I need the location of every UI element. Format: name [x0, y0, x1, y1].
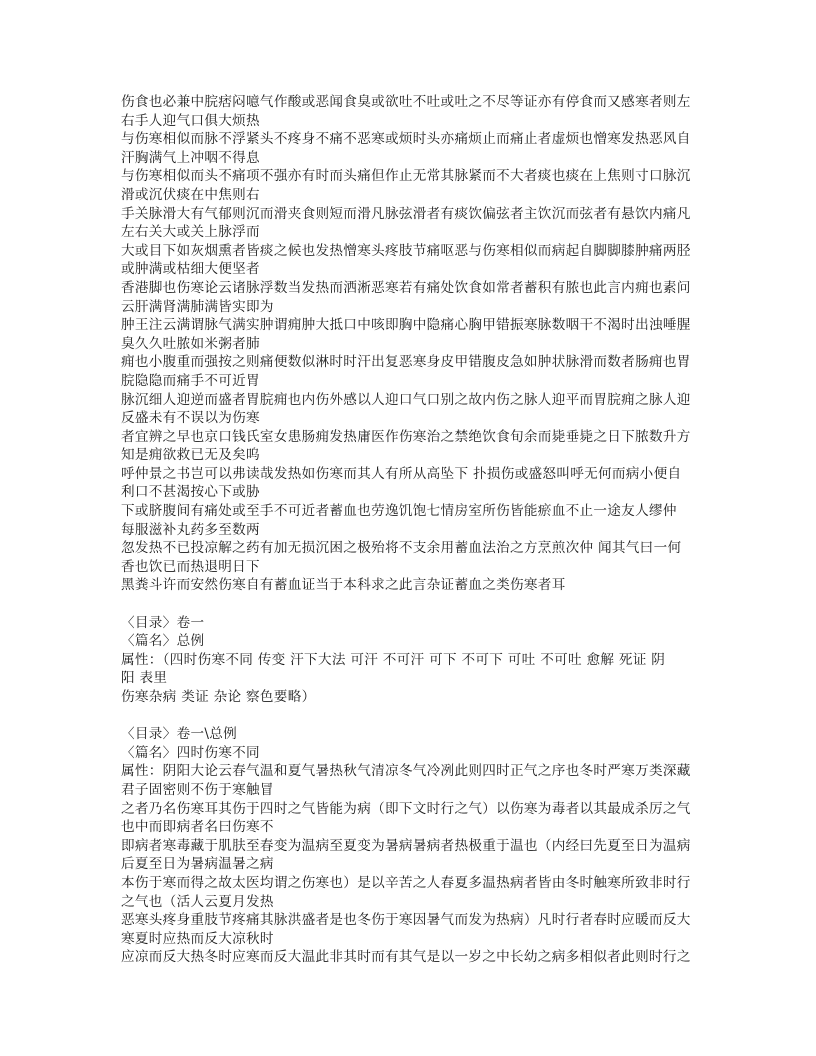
text-line: 者宜辨之早也京口钱氏室女患肠痈发热庸医作伤寒治之禁绝饮食旬余而毙垂毙之日下脓数升方 — [121, 428, 691, 445]
text-line: 君子固密则不伤于寒触冒 — [121, 781, 274, 798]
text-line: 肿王注云满谓脉气满实肿谓痈肿大抵口中咳即胸中隐痛心胸甲错振寒脉数咽干不渴时出浊唾腥 — [121, 317, 691, 334]
text-line: 即病者寒毒藏于肌肤至春变为温病至夏变为暑病暑病者热极重于温也（内经曰先夏至日为温病 — [121, 837, 691, 854]
text-line: 忽发热不已投凉解之药有加无损沉困之极殆将不支余用蓄血法治之方烹煎次仲 闻其气曰一何 — [121, 540, 682, 557]
catalog-line: 〈目录〉卷一 — [121, 614, 205, 631]
text-line: 伤食也必兼中脘痞闷噫气作酸或恶闻食臭或欲吐不吐或吐之不尽等证亦有停食而又感寒者则左 — [121, 94, 691, 110]
chapter-title-line: 〈篇名〉总例 — [121, 633, 205, 650]
text-line: 之者乃名伤寒耳其伤于四时之气皆能为病（即下文时行之气）以伤寒为毒者以其最成杀厉之气 — [121, 800, 691, 817]
text-line: 寒夏时应热而反大凉秋时 — [121, 930, 274, 947]
attribute-line: 属性：（四时伤寒不同 传变 汗下大法 可汗 不可汗 可下 不可下 可吐 不可吐 愈解 死证 阴 — [121, 651, 666, 668]
attribute-line: 伤寒杂病 类证 杂论 察色要略） — [121, 689, 316, 705]
blank-line — [121, 595, 711, 614]
text-line: 脉沉细人迎逆而盛者胃脘痈也内伤外感以人迎口气口别之故内伤之脉人迎平而胃脘痈之脉人迎 — [121, 391, 691, 408]
text-line: 与伤寒相似而脉不浮紧头不疼身不痛不恶寒或烦时头亦痛烦止而痛止者虚烦也憎寒发热恶风自 — [121, 131, 691, 148]
attribute-line: 阳 表里 — [121, 670, 168, 687]
document-page — [121, 93, 711, 967]
text-block-1 — [121, 93, 711, 595]
chapter-title-line: 〈篇名〉四时伤寒不同 — [121, 744, 260, 761]
blank-line — [121, 707, 711, 726]
text-line: 大或目下如灰烟熏者皆痰之候也发热憎寒头疼肢节痛呕恶与伤寒相似而病起自脚脚膝肿痛两胫 — [121, 242, 691, 259]
text-line: 香港脚也伤寒论云诸脉浮数当发热而洒淅恶寒若有痛处饮食如常者蓄积有脓也此言内痈也素问 — [121, 279, 691, 296]
text-line: 与伤寒相似而头不痛项不强亦有时而头痛但作止无常其脉紧而不大者痰也痰在上焦则寸口脉沉 — [121, 168, 691, 185]
attribute-line: 属性：阴阳大论云春气温和夏气暑热秋气清凉冬气冷冽此则四时正气之序也冬时严寒万类深藏 — [121, 763, 691, 780]
text-block-2 — [121, 614, 711, 707]
text-line: 每服滋补丸药多至数两 — [121, 521, 260, 538]
text-line: 香也饮已而热退明日下 — [121, 558, 260, 575]
text-line: 黑粪斗许而安然伤寒自有蓄血证当于本科求之此言杂证蓄血之类伤寒者耳 — [121, 577, 566, 594]
text-line: 痈也小腹重而强按之则痛便数似淋时时汗出复恶寒身皮甲错腹皮急如肿状脉滑而数者肠痈也胃 — [121, 354, 691, 371]
text-line: 云肝满肾满肺满皆实即为 — [121, 298, 274, 315]
text-line: 呼仲景之书岂可以弗读哉发热如伤寒而其人有所从高坠下 扑损伤或盛怒叫呼无何而病小便自 — [121, 465, 682, 482]
text-line: 后夏至日为暑病温暑之病 — [121, 856, 274, 873]
text-line: 右手人迎气口俱大烦热 — [121, 112, 260, 129]
text-line: 知是痈欲救已无及矣呜 — [121, 447, 260, 464]
text-block-3 — [121, 725, 711, 967]
text-line: 也中而即病者名曰伤寒不 — [121, 819, 274, 836]
text-line: 滑或沉伏痰在中焦则右 — [121, 186, 260, 203]
text-line: 反盛未有不误以为伤寒 — [121, 410, 260, 427]
text-line: 利口不甚渴按心下或胁 — [121, 484, 260, 501]
text-line: 手关脉滑大有气郁则沉而滑夹食则短而滑凡脉弦滑者有痰饮偏弦者主饮沉而弦者有悬饮内痛凡 — [121, 205, 691, 222]
text-line: 下或脐腹间有痛处或至手不可近者蓄血也劳逸饥饱七情房室所伤皆能瘀血不止一途友人缪仲 — [121, 503, 677, 520]
text-line: 本伤于寒而得之故太医均谓之伤寒也）是以辛苦之人春夏多温热病者皆由冬时触寒所致非时行 — [121, 874, 691, 891]
text-line: 左右关大或关上脉浮而 — [121, 224, 260, 241]
text-line: 应凉而反大热冬时应寒而反大温此非其时而有其气是以一岁之中长幼之病多相似者此则时行之 — [121, 949, 691, 966]
text-line: 恶寒头疼身重肢节疼痛其脉洪盛者是也冬伤于寒因暑气而发为热病）凡时行者春时应暖而反大 — [121, 912, 691, 929]
text-line: 汗胸满气上冲咽不得息 — [121, 149, 260, 166]
text-line: 或肿满或枯细大便坚者 — [121, 261, 260, 278]
text-line: 之气也（活人云夏月发热 — [121, 893, 274, 910]
text-line: 臭久久吐脓如米粥者肺 — [121, 335, 260, 352]
text-line: 脘隐隐而痛手不可近胃 — [121, 372, 260, 389]
catalog-line: 〈目录〉卷一\总例 — [121, 726, 238, 743]
